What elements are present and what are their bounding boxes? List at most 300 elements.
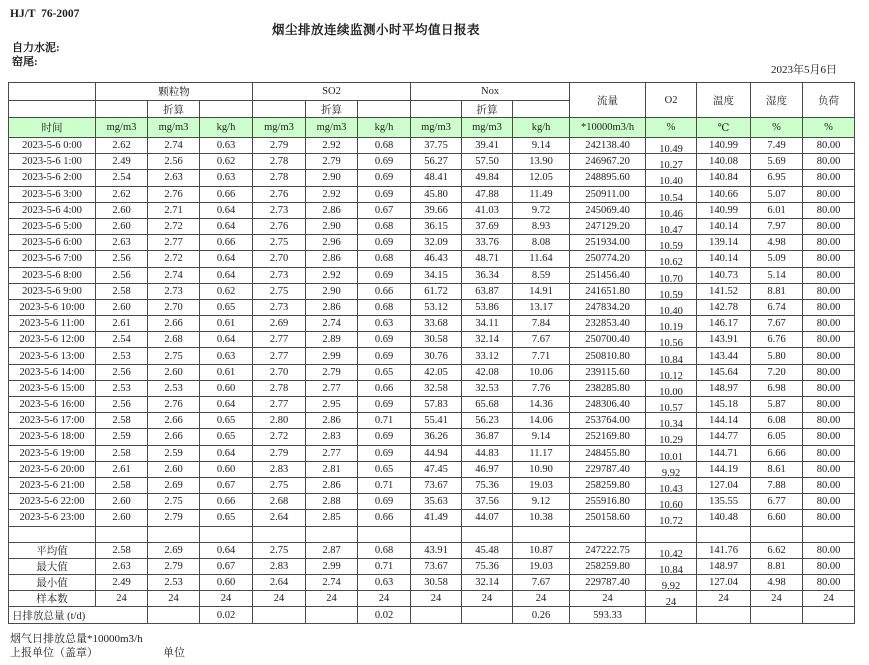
value-cell: 24 <box>751 591 803 607</box>
header-so2-group: SO2 <box>253 83 411 101</box>
value-cell: 0.65 <box>358 461 411 477</box>
value-cell: 10.40 <box>646 299 697 315</box>
value-cell: 2.71 <box>148 202 200 218</box>
value-cell: 2.61 <box>96 461 148 477</box>
value-cell: 2.77 <box>306 380 358 396</box>
value-cell: 42.05 <box>411 364 462 380</box>
value-cell: 0.02 <box>358 607 411 623</box>
value-cell: 10.59 <box>646 283 697 299</box>
value-cell: 0.60 <box>200 461 253 477</box>
daily-total-label: 日排放总量 (t/d) <box>9 607 148 623</box>
value-cell: 140.84 <box>697 170 751 186</box>
value-cell: 2.81 <box>306 461 358 477</box>
value-cell <box>570 526 646 542</box>
value-cell: 7.49 <box>751 138 803 154</box>
value-cell: 2.64 <box>253 510 306 526</box>
value-cell: 0.69 <box>358 235 411 251</box>
value-cell: 14.36 <box>513 397 570 413</box>
data-row <box>9 170 855 186</box>
value-cell: 140.14 <box>697 251 751 267</box>
value-cell: 2.85 <box>306 510 358 526</box>
value-cell <box>148 607 200 623</box>
value-cell: 80.00 <box>803 380 855 396</box>
value-cell: 0.64 <box>200 202 253 218</box>
value-cell: 7.67 <box>513 575 570 591</box>
data-row <box>9 445 855 461</box>
value-cell: 41.49 <box>411 510 462 526</box>
value-cell: 8.61 <box>751 461 803 477</box>
value-cell: 9.12 <box>513 494 570 510</box>
value-cell: 2.69 <box>148 542 200 558</box>
value-cell: 73.67 <box>411 558 462 574</box>
report-table <box>8 82 855 624</box>
value-cell: 45.80 <box>411 186 462 202</box>
value-cell: 2.74 <box>148 267 200 283</box>
value-cell: 10.90 <box>513 461 570 477</box>
value-cell: 11.64 <box>513 251 570 267</box>
value-cell: 143.91 <box>697 332 751 348</box>
value-cell: 24 <box>570 591 646 607</box>
summary-row <box>9 591 855 607</box>
value-cell: 2.70 <box>148 299 200 315</box>
value-cell: 80.00 <box>803 558 855 574</box>
value-cell: 10.56 <box>646 332 697 348</box>
value-cell: 46.43 <box>411 251 462 267</box>
row-time: 2023-5-6 13:00 <box>9 348 96 364</box>
value-cell: 33.68 <box>411 316 462 332</box>
value-cell: 30.58 <box>411 575 462 591</box>
value-cell: 2.75 <box>148 348 200 364</box>
header-empty-cell <box>200 101 253 118</box>
value-cell: 45.48 <box>462 542 513 558</box>
value-cell: 9.14 <box>513 138 570 154</box>
value-cell <box>462 607 513 623</box>
row-time: 2023-5-6 20:00 <box>9 461 96 477</box>
value-cell: 80.00 <box>803 542 855 558</box>
value-cell: 46.97 <box>462 461 513 477</box>
value-cell: 2.58 <box>96 413 148 429</box>
value-cell: 2.75 <box>253 542 306 558</box>
data-row <box>9 413 855 429</box>
value-cell: 6.66 <box>751 445 803 461</box>
value-cell: 34.15 <box>411 267 462 283</box>
value-cell: 0.69 <box>358 445 411 461</box>
value-cell <box>96 526 148 542</box>
value-cell: 4.98 <box>751 575 803 591</box>
value-cell: 32.14 <box>462 575 513 591</box>
value-cell: 44.07 <box>462 510 513 526</box>
value-cell: 9.92 <box>646 461 697 477</box>
value-cell: 140.73 <box>697 267 751 283</box>
value-cell: 2.86 <box>306 299 358 315</box>
value-cell: 140.08 <box>697 154 751 170</box>
row-time: 2023-5-6 17:00 <box>9 413 96 429</box>
value-cell: 10.49 <box>646 138 697 154</box>
value-cell: 2.76 <box>253 218 306 234</box>
value-cell: 140.48 <box>697 510 751 526</box>
value-cell: 0.63 <box>200 348 253 364</box>
data-row <box>9 510 855 526</box>
row-time: 2023-5-6 19:00 <box>9 445 96 461</box>
value-cell: 2.77 <box>253 348 306 364</box>
value-cell <box>200 526 253 542</box>
value-cell: 6.74 <box>751 299 803 315</box>
value-cell: 2.78 <box>253 154 306 170</box>
value-cell: 24 <box>148 591 200 607</box>
value-cell <box>646 526 697 542</box>
value-cell: 10.87 <box>513 542 570 558</box>
header-temperature: 温度 <box>697 83 751 118</box>
value-cell: 255916.80 <box>570 494 646 510</box>
value-cell: 49.84 <box>462 170 513 186</box>
value-cell: 10.72 <box>646 510 697 526</box>
value-cell: 10.84 <box>646 558 697 574</box>
value-cell: 2.75 <box>253 477 306 493</box>
value-cell: 0.26 <box>513 607 570 623</box>
value-cell: 250774.20 <box>570 251 646 267</box>
header-pm-converted: 折算 <box>148 101 200 118</box>
value-cell: 250810.80 <box>570 348 646 364</box>
value-cell: 13.90 <box>513 154 570 170</box>
value-cell: 24 <box>646 591 697 607</box>
value-cell: 14.06 <box>513 413 570 429</box>
value-cell <box>751 607 803 623</box>
value-cell: 8.93 <box>513 218 570 234</box>
value-cell: 0.02 <box>200 607 253 623</box>
value-cell <box>306 607 358 623</box>
value-cell <box>513 526 570 542</box>
report-date: 2023年5月6日 <box>771 64 837 76</box>
value-cell: 32.53 <box>462 380 513 396</box>
value-cell: 2.75 <box>148 494 200 510</box>
value-cell: 0.62 <box>200 154 253 170</box>
value-cell: 7.67 <box>513 332 570 348</box>
value-cell: 63.87 <box>462 283 513 299</box>
row-time: 2023-5-6 12:00 <box>9 332 96 348</box>
value-cell <box>803 526 855 542</box>
value-cell: 0.60 <box>200 575 253 591</box>
value-cell: 5.09 <box>751 251 803 267</box>
value-cell: 10.70 <box>646 267 697 283</box>
value-cell: 80.00 <box>803 477 855 493</box>
value-cell: 32.09 <box>411 235 462 251</box>
value-cell: 0.69 <box>358 429 411 445</box>
value-cell: 80.00 <box>803 332 855 348</box>
value-cell: 241651.80 <box>570 283 646 299</box>
row-time: 2023-5-6 8:00 <box>9 267 96 283</box>
value-cell: 140.99 <box>697 202 751 218</box>
value-cell: 9.14 <box>513 429 570 445</box>
row-time: 2023-5-6 22:00 <box>9 494 96 510</box>
value-cell: 2.76 <box>253 186 306 202</box>
header-load: 负荷 <box>803 83 855 118</box>
value-cell: 10.59 <box>646 235 697 251</box>
row-time: 2023-5-6 16:00 <box>9 397 96 413</box>
value-cell: 0.66 <box>200 235 253 251</box>
value-cell: 2.79 <box>306 154 358 170</box>
data-row <box>9 348 855 364</box>
value-cell: 48.41 <box>411 170 462 186</box>
value-cell: 2.60 <box>148 461 200 477</box>
value-cell: 2.63 <box>96 558 148 574</box>
value-cell: 9.92 <box>646 575 697 591</box>
value-cell: 13.17 <box>513 299 570 315</box>
value-cell: 2.60 <box>148 364 200 380</box>
value-cell: 2.63 <box>96 235 148 251</box>
value-cell: 0.62 <box>200 283 253 299</box>
value-cell: 10.06 <box>513 364 570 380</box>
monitoring-table <box>8 82 855 624</box>
header-empty-cell <box>358 101 411 118</box>
value-cell: 7.20 <box>751 364 803 380</box>
value-cell: 56.27 <box>411 154 462 170</box>
value-cell <box>462 526 513 542</box>
value-cell: 8.81 <box>751 558 803 574</box>
separator-row <box>9 526 855 542</box>
data-row <box>9 494 855 510</box>
value-cell: 144.19 <box>697 461 751 477</box>
value-cell: 139.14 <box>697 235 751 251</box>
value-cell: 0.65 <box>200 510 253 526</box>
value-cell: 10.29 <box>646 429 697 445</box>
value-cell: 0.64 <box>200 445 253 461</box>
header-empty-cell <box>9 83 96 101</box>
value-cell: 0.66 <box>200 494 253 510</box>
data-row <box>9 283 855 299</box>
value-cell: 2.99 <box>306 348 358 364</box>
data-row <box>9 364 855 380</box>
value-cell: 2.83 <box>253 461 306 477</box>
value-cell: 80.00 <box>803 494 855 510</box>
unit-cell: mg/m3 <box>462 118 513 138</box>
value-cell: 2.80 <box>253 413 306 429</box>
value-cell: 6.08 <box>751 413 803 429</box>
header-so2-converted: 折算 <box>306 101 358 118</box>
value-cell: 80.00 <box>803 413 855 429</box>
value-cell: 2.75 <box>253 235 306 251</box>
value-cell: 0.68 <box>358 138 411 154</box>
value-cell <box>358 526 411 542</box>
data-row <box>9 202 855 218</box>
value-cell: 10.27 <box>646 154 697 170</box>
value-cell: 2.83 <box>306 429 358 445</box>
data-row <box>9 380 855 396</box>
value-cell: 0.61 <box>200 364 253 380</box>
value-cell: 2.77 <box>253 397 306 413</box>
value-cell: 248455.80 <box>570 445 646 461</box>
value-cell: 57.83 <box>411 397 462 413</box>
value-cell <box>411 526 462 542</box>
value-cell: 148.97 <box>697 558 751 574</box>
value-cell: 7.67 <box>751 316 803 332</box>
value-cell: 250158.60 <box>570 510 646 526</box>
value-cell: 24 <box>306 591 358 607</box>
value-cell: 24 <box>462 591 513 607</box>
value-cell: 80.00 <box>803 251 855 267</box>
header-pm-group: 颗粒物 <box>96 83 253 101</box>
value-cell: 140.99 <box>697 138 751 154</box>
value-cell: 2.61 <box>96 316 148 332</box>
value-cell: 252169.80 <box>570 429 646 445</box>
value-cell: 10.40 <box>646 170 697 186</box>
row-time: 2023-5-6 10:00 <box>9 299 96 315</box>
row-time: 2023-5-6 11:00 <box>9 316 96 332</box>
value-cell: 80.00 <box>803 397 855 413</box>
value-cell: 239115.60 <box>570 364 646 380</box>
value-cell: 0.71 <box>358 558 411 574</box>
value-cell: 0.64 <box>200 542 253 558</box>
value-cell: 24 <box>411 591 462 607</box>
value-cell: 33.76 <box>462 235 513 251</box>
value-cell: 0.66 <box>358 380 411 396</box>
value-cell: 2.83 <box>253 558 306 574</box>
data-row <box>9 154 855 170</box>
value-cell: 2.88 <box>306 494 358 510</box>
value-cell: 0.64 <box>200 251 253 267</box>
value-cell: 148.97 <box>697 380 751 396</box>
unit-cell: mg/m3 <box>148 118 200 138</box>
value-cell <box>411 607 462 623</box>
value-cell: 2.60 <box>96 202 148 218</box>
value-cell: 80.00 <box>803 445 855 461</box>
value-cell: 2.77 <box>306 445 358 461</box>
header-empty-cell <box>411 101 462 118</box>
value-cell: 2.53 <box>148 380 200 396</box>
value-cell: 30.58 <box>411 332 462 348</box>
value-cell: 0.65 <box>200 413 253 429</box>
value-cell: 37.75 <box>411 138 462 154</box>
value-cell: 80.00 <box>803 235 855 251</box>
value-cell: 6.62 <box>751 542 803 558</box>
value-cell <box>751 526 803 542</box>
unit-cell: % <box>646 118 697 138</box>
value-cell: 11.17 <box>513 445 570 461</box>
data-row <box>9 477 855 493</box>
summary-label: 最小值 <box>9 575 96 591</box>
value-cell <box>253 607 306 623</box>
value-cell: 258259.80 <box>570 477 646 493</box>
value-cell: 80.00 <box>803 348 855 364</box>
value-cell: 6.01 <box>751 202 803 218</box>
value-cell: 141.76 <box>697 542 751 558</box>
value-cell: 36.34 <box>462 267 513 283</box>
value-cell: 80.00 <box>803 138 855 154</box>
value-cell: 0.67 <box>200 558 253 574</box>
value-cell: 0.64 <box>200 332 253 348</box>
value-cell: 2.72 <box>253 429 306 445</box>
value-cell: 0.69 <box>358 186 411 202</box>
value-cell: 2.62 <box>96 138 148 154</box>
value-cell: 2.59 <box>96 429 148 445</box>
value-cell: 0.69 <box>358 494 411 510</box>
table-body <box>9 138 855 624</box>
value-cell: 2.90 <box>306 283 358 299</box>
value-cell: 0.69 <box>358 348 411 364</box>
value-cell: 73.67 <box>411 477 462 493</box>
value-cell: 2.64 <box>253 575 306 591</box>
unit-cell: *10000m3/h <box>570 118 646 138</box>
value-cell: 5.80 <box>751 348 803 364</box>
header-empty-cell <box>9 101 96 118</box>
unit-label: 单位 <box>163 647 185 659</box>
value-cell: 2.77 <box>253 332 306 348</box>
value-cell: 2.79 <box>148 510 200 526</box>
value-cell: 7.84 <box>513 316 570 332</box>
value-cell: 80.00 <box>803 510 855 526</box>
value-cell: 47.88 <box>462 186 513 202</box>
value-cell: 2.69 <box>253 316 306 332</box>
value-cell: 36.15 <box>411 218 462 234</box>
value-cell: 6.95 <box>751 170 803 186</box>
value-cell: 247834.20 <box>570 299 646 315</box>
value-cell: 2.72 <box>148 251 200 267</box>
value-cell: 135.55 <box>697 494 751 510</box>
value-cell: 53.86 <box>462 299 513 315</box>
value-cell: 2.73 <box>253 267 306 283</box>
data-row <box>9 332 855 348</box>
value-cell: 0.64 <box>200 267 253 283</box>
value-cell: 39.41 <box>462 138 513 154</box>
value-cell: 2.96 <box>306 235 358 251</box>
value-cell: 2.56 <box>148 154 200 170</box>
summary-row <box>9 542 855 558</box>
value-cell: 0.69 <box>358 332 411 348</box>
value-cell: 44.83 <box>462 445 513 461</box>
value-cell: 11.49 <box>513 186 570 202</box>
value-cell: 7.97 <box>751 218 803 234</box>
value-cell: 5.14 <box>751 267 803 283</box>
value-cell: 140.66 <box>697 186 751 202</box>
value-cell: 80.00 <box>803 429 855 445</box>
value-cell: 80.00 <box>803 154 855 170</box>
value-cell: 24 <box>697 591 751 607</box>
value-cell: 39.66 <box>411 202 462 218</box>
value-cell: 248306.40 <box>570 397 646 413</box>
unit-cell: ℃ <box>697 118 751 138</box>
value-cell: 2.79 <box>306 364 358 380</box>
value-cell: 251456.40 <box>570 267 646 283</box>
value-cell: 10.60 <box>646 494 697 510</box>
value-cell: 56.23 <box>462 413 513 429</box>
value-cell: 2.73 <box>253 202 306 218</box>
value-cell: 127.04 <box>697 575 751 591</box>
value-cell: 8.08 <box>513 235 570 251</box>
value-cell: 80.00 <box>803 202 855 218</box>
value-cell: 2.68 <box>253 494 306 510</box>
value-cell: 232853.40 <box>570 316 646 332</box>
value-cell: 2.99 <box>306 558 358 574</box>
value-cell: 2.66 <box>148 413 200 429</box>
header-nox-group: Nox <box>411 83 570 101</box>
value-cell: 37.69 <box>462 218 513 234</box>
value-cell: 10.62 <box>646 251 697 267</box>
value-cell: 24 <box>513 591 570 607</box>
row-time: 2023-5-6 23:00 <box>9 510 96 526</box>
value-cell: 10.84 <box>646 348 697 364</box>
value-cell: 2.60 <box>96 299 148 315</box>
value-cell: 2.53 <box>96 380 148 396</box>
value-cell: 30.76 <box>411 348 462 364</box>
value-cell: 2.86 <box>306 202 358 218</box>
value-cell: 2.90 <box>306 170 358 186</box>
value-cell: 146.17 <box>697 316 751 332</box>
value-cell: 0.66 <box>358 510 411 526</box>
value-cell: 10.47 <box>646 218 697 234</box>
value-cell: 0.63 <box>200 170 253 186</box>
value-cell: 61.72 <box>411 283 462 299</box>
value-cell: 145.64 <box>697 364 751 380</box>
value-cell: 8.81 <box>751 283 803 299</box>
